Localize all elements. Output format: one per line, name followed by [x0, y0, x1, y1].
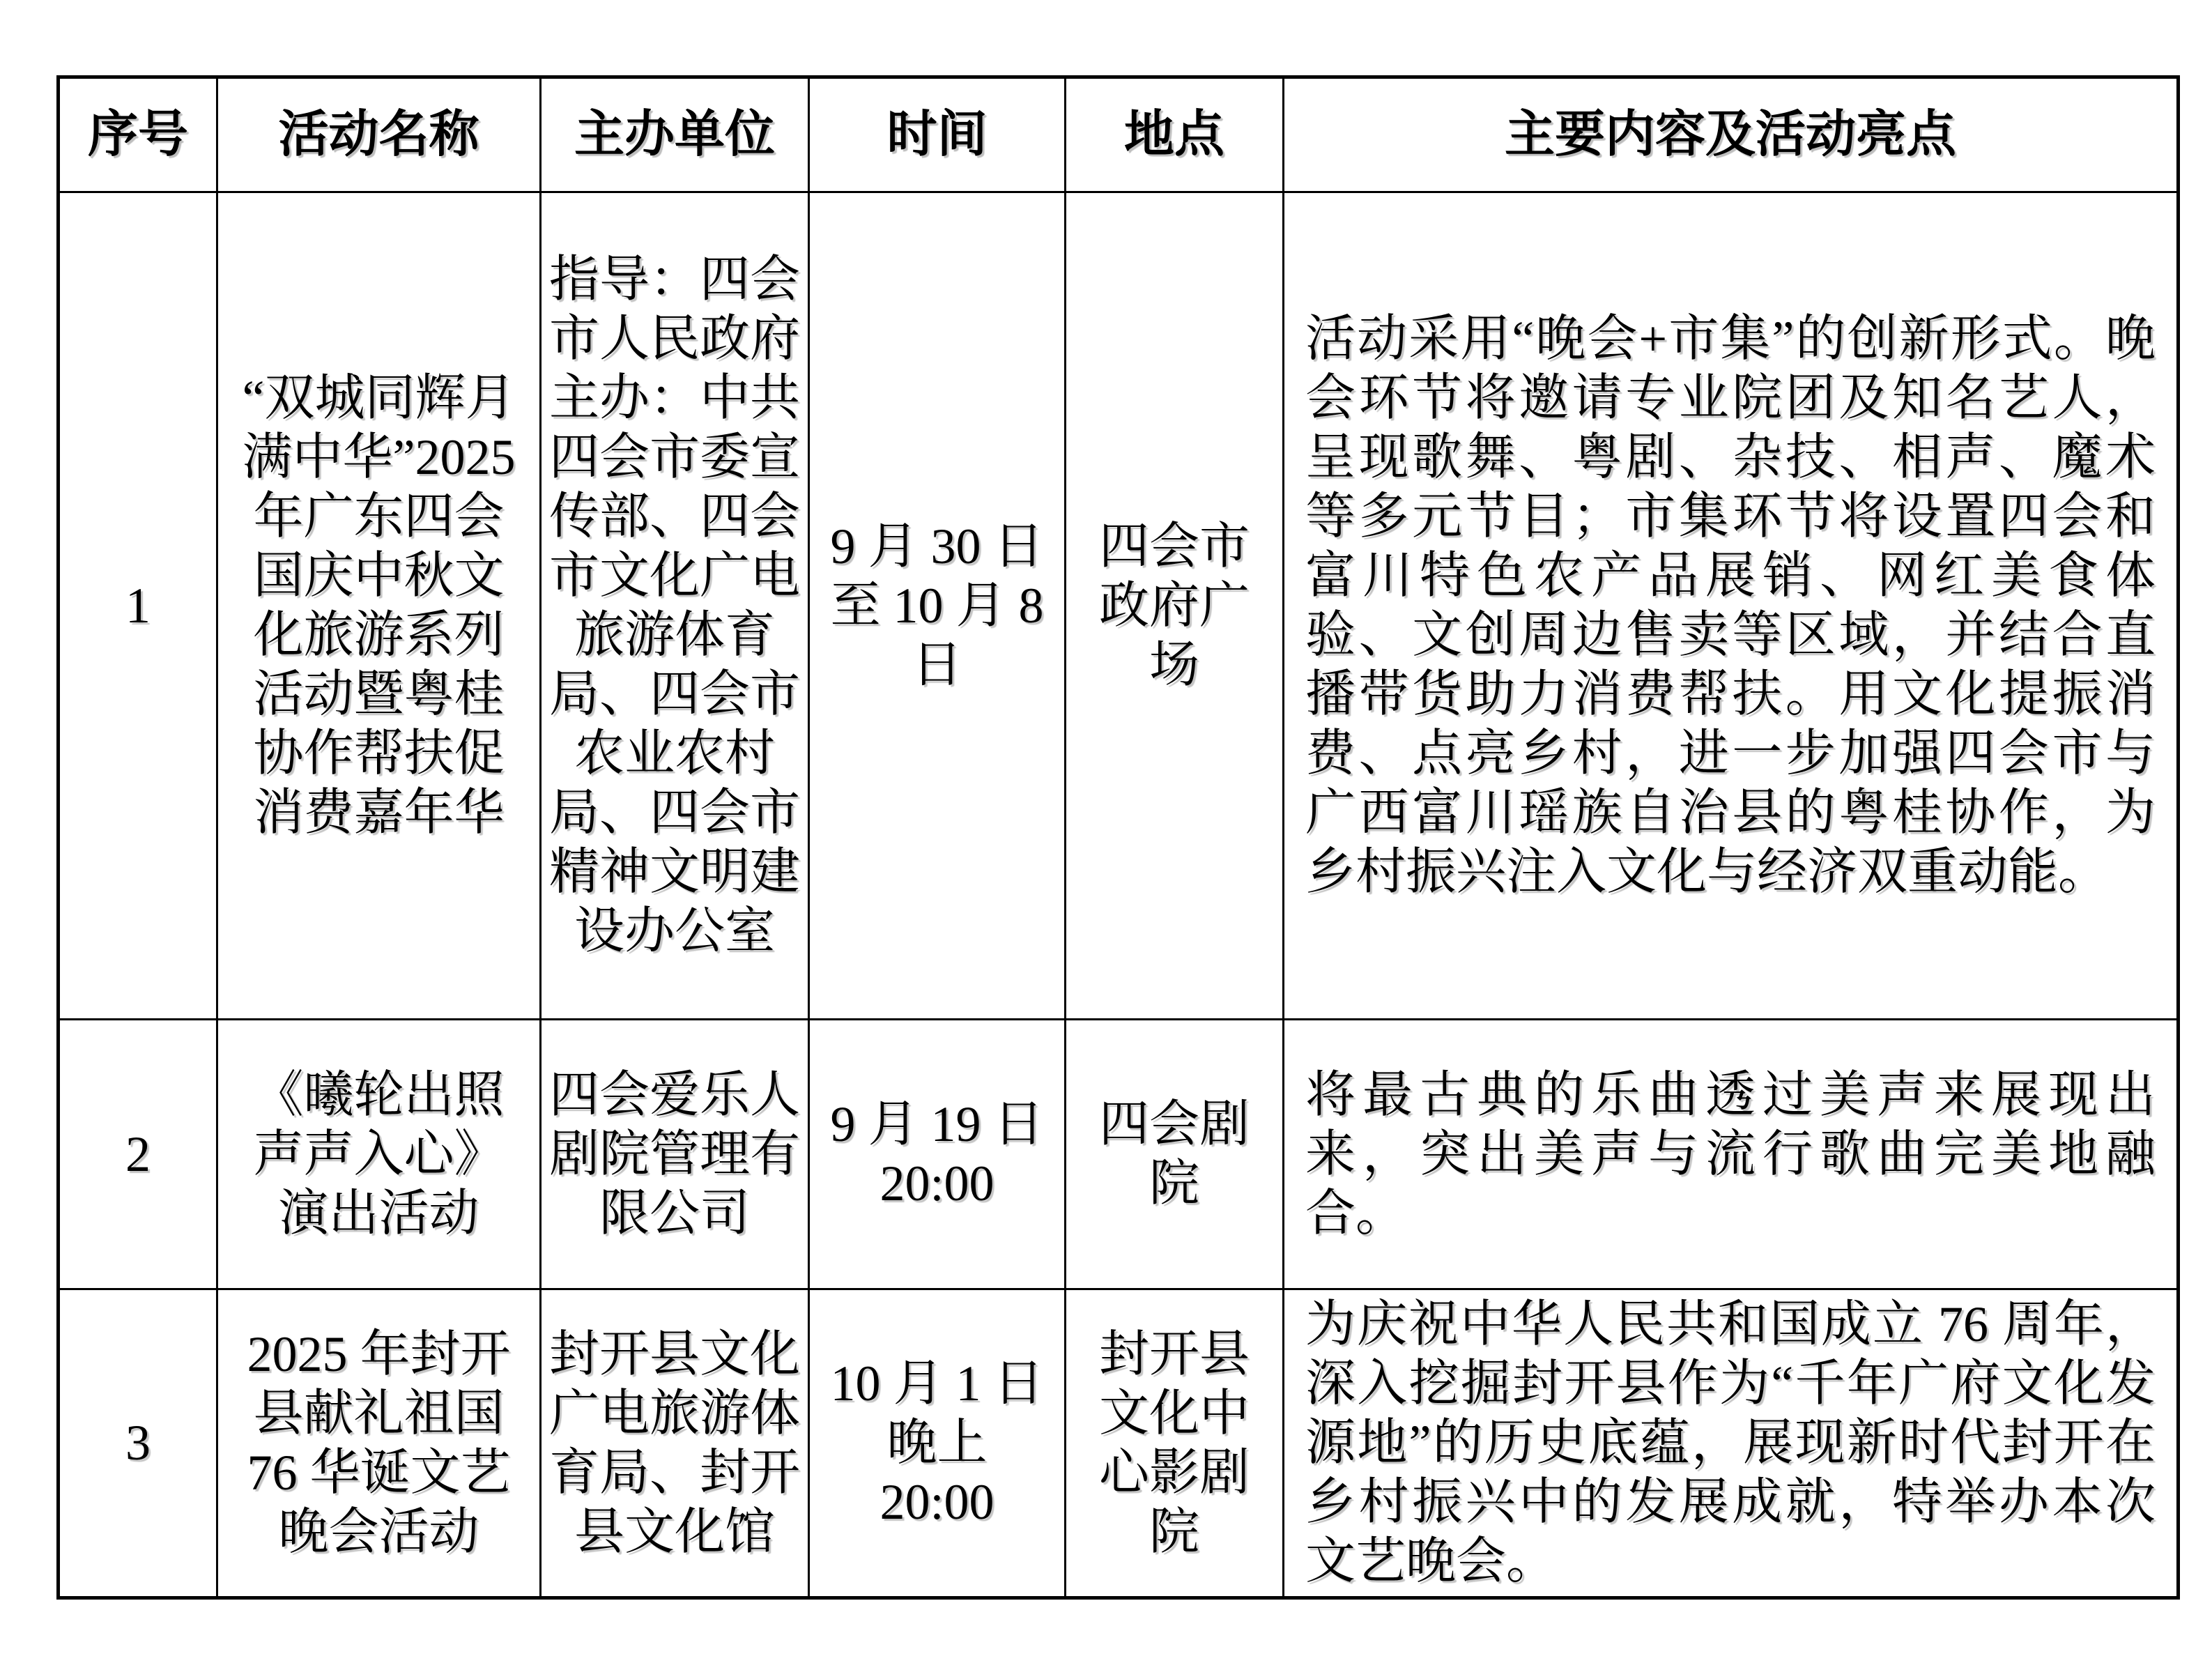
table-row-2	[59, 1020, 2179, 1289]
row2-place-cell: 四会剧院	[1066, 1020, 1284, 1289]
row1-organizer-host: 主办：中共四会市委宣传部、四会市文化广电旅游体育局、四会市农业农村局、四会市精神文明建设办公室	[548, 370, 800, 959]
row3-organizer: 封开县文化广电旅游体育局、封开县文化馆	[548, 1326, 800, 1560]
row1-content-cell: 活动采用“晚会+市集”的创新形式。晚会环节将邀请专业院团及知名艺人，呈现歌舞、粤剧、杂技、相声、魔术等多元节目；市集环节将设置四会和富川特色农产品展销、网红美食体验、文创周边售卖等区域，并结合直播带货助力消费帮扶。用文化提振消费、点亮乡村，进一步加强四会市与广西富川瑶族自治县的粤桂协作，为乡村振兴注入文化与经济双重动能。	[1284, 192, 2179, 1020]
table-row-1	[59, 192, 2179, 1020]
row3-time-cell: 10 月 1 日晚上 20:00	[809, 1289, 1066, 1598]
row1-organizer-cell	[541, 192, 809, 1020]
events-schedule-table	[56, 75, 2180, 1600]
row1-name-cell: “双城同辉月满中华”2025 年广东四会国庆中秋文化旅游系列活动暨粤桂协作帮扶促消费嘉年华	[217, 192, 541, 1020]
table-header-row	[59, 77, 2179, 192]
header-cell-name: 活动名称	[217, 77, 541, 192]
row3-place-cell: 封开县文化中心影剧院	[1066, 1289, 1284, 1598]
row1-organizer-guidance: 指导：四会市人民政府	[548, 252, 800, 367]
row2-name-cell: 《曦轮出照声声入心》演出活动	[217, 1020, 541, 1289]
row3-content-cell: 为庆祝中华人民共和国成立 76 周年，深入挖掘封开县作为“千年广府文化发源地”的历史底蕴，展现新时代封开在乡村振兴中的发展成就，特举办本次文艺晚会。	[1284, 1289, 2179, 1598]
header-cell-time: 时间	[809, 77, 1066, 192]
row1-time-cell: 9 月 30 日至 10 月 8 日	[809, 192, 1066, 1020]
row2-organizer: 四会爱乐人剧院管理有限公司	[548, 1066, 800, 1241]
row2-time-cell: 9 月 19 日 20:00	[809, 1020, 1066, 1289]
row2-content-cell: 将最古典的乐曲透过美声来展现出来，突出美声与流行歌曲完美地融合。	[1284, 1020, 2179, 1289]
row2-organizer-cell	[541, 1020, 809, 1289]
row2-index-cell: 2	[59, 1020, 217, 1289]
table-row-3	[59, 1289, 2179, 1598]
row3-index-cell: 3	[59, 1289, 217, 1598]
row1-place-cell: 四会市政府广场	[1066, 192, 1284, 1020]
row3-organizer-cell	[541, 1289, 809, 1598]
row3-name-cell: 2025 年封开县献礼祖国 76 华诞文艺晚会活动	[217, 1289, 541, 1598]
header-cell-index: 序号	[59, 77, 217, 192]
header-cell-place: 地点	[1066, 77, 1284, 192]
row1-index-cell: 1	[59, 192, 217, 1020]
header-cell-organizer: 主办单位	[541, 77, 809, 192]
header-cell-content: 主要内容及活动亮点	[1284, 77, 2179, 192]
